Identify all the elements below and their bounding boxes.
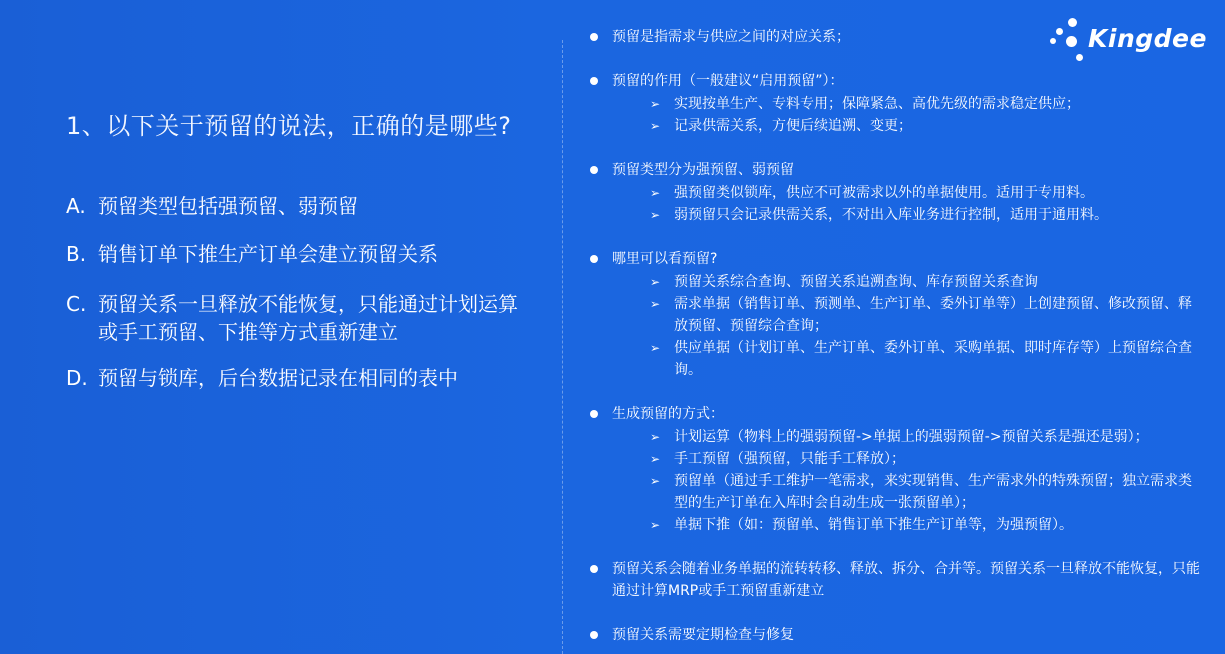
sub-item: ➢ 单据下推（如：预留单、销售订单下推生产订单等，为强预留）。 — [650, 514, 1205, 536]
arrow-bullet-icon: ➢ — [650, 341, 661, 355]
sub-item: ➢ 预留关系综合查询、预留关系追溯查询、库存预留关系查询 — [650, 271, 1205, 293]
option-text: 预留类型包括强预留、弱预留 — [98, 194, 358, 218]
sub-item: ➢ 手工预留（强预留，只能手工释放）； — [650, 448, 1205, 470]
option-letter: D. — [66, 366, 88, 390]
option-c — [66, 290, 536, 346]
question-title: 1、以下关于预留的说法，正确的是哪些? — [66, 112, 512, 140]
arrow-bullet-icon: ➢ — [650, 297, 661, 311]
option-letter: C. — [66, 292, 87, 316]
bullet-dot-icon — [590, 166, 598, 174]
sub-item: ➢ 预留单（通过手工维护一笔需求，来实现销售、生产需求外的特殊预留；独立需求类型的生产订单在入库时会自动生成一张预留单）； — [650, 470, 1205, 514]
bullet-dot-icon — [590, 565, 598, 573]
sub-item: ➢ 需求单据（销售订单、预测单、生产订单、委外订单等）上创建预留、修改预留、释放预留、预留综合查询； — [650, 293, 1205, 337]
sub-item: ➢ 记录供需关系，方便后续追溯、变更； — [650, 115, 1205, 137]
bullet-item: 生成预留的方式： — [590, 403, 1210, 425]
arrow-bullet-icon: ➢ — [650, 518, 661, 532]
arrow-bullet-icon: ➢ — [650, 186, 661, 200]
logo-text: Kingdee — [1088, 24, 1207, 53]
option-b — [66, 240, 536, 268]
arrow-bullet-icon: ➢ — [650, 430, 661, 444]
bullet-dot-icon — [590, 631, 598, 639]
arrow-bullet-icon: ➢ — [650, 208, 661, 222]
option-letter: B. — [66, 242, 87, 266]
arrow-bullet-icon: ➢ — [650, 97, 661, 111]
option-text: 销售订单下推生产订单会建立预留关系 — [98, 242, 438, 266]
sub-item: ➢ 强预留类似锁库，供应不可被需求以外的单据使用。适用于专用料。 — [650, 182, 1205, 204]
bullet-dot-icon — [590, 33, 598, 41]
bullet-item: 预留关系会随着业务单据的流转转移、释放、拆分、合并等。预留关系一旦释放不能恢复，只能通过计算MRP或手工预留重新建立 — [590, 558, 1210, 602]
logo-dot-icon — [1076, 54, 1083, 61]
option-text: 预留与锁库，后台数据记录在相同的表中 — [98, 366, 458, 390]
option-text: 预留关系一旦释放不能恢复，只能通过计划运算或手工预留、下推等方式重新建立 — [98, 292, 518, 344]
option-d — [66, 364, 536, 392]
bullet-item: 预留的作用（一般建议“启用预留”）： — [590, 70, 1210, 92]
sub-item: ➢ 计划运算（物料上的强弱预留->单据上的强弱预留->预留关系是强还是弱）； — [650, 426, 1205, 448]
bullet-dot-icon — [590, 77, 598, 85]
option-a — [66, 192, 536, 220]
option-letter: A. — [66, 194, 86, 218]
bullet-dot-icon — [590, 255, 598, 263]
bullet-item: 预留类型分为强预留、弱预留 — [590, 159, 1210, 181]
bullet-item: 哪里可以看预留? — [590, 248, 1210, 270]
column-divider — [562, 40, 563, 654]
bullet-dot-icon — [590, 410, 598, 418]
arrow-bullet-icon: ➢ — [650, 474, 661, 488]
arrow-bullet-icon: ➢ — [650, 119, 661, 133]
sub-item: ➢ 实现按单生产、专料专用；保障紧急、高优先级的需求稳定供应； — [650, 93, 1205, 115]
sub-item: ➢ 弱预留只会记录供需关系，不对出入库业务进行控制，适用于通用料。 — [650, 204, 1205, 226]
arrow-bullet-icon: ➢ — [650, 275, 661, 289]
bullet-item: 预留是指需求与供应之间的对应关系； — [590, 26, 1210, 48]
bullet-item: 预留关系需要定期检查与修复 — [590, 624, 1210, 646]
arrow-bullet-icon: ➢ — [650, 452, 661, 466]
sub-item: ➢ 供应单据（计划订单、生产订单、委外订单、采购单据、即时库存等）上预留综合查询。 — [650, 337, 1205, 381]
